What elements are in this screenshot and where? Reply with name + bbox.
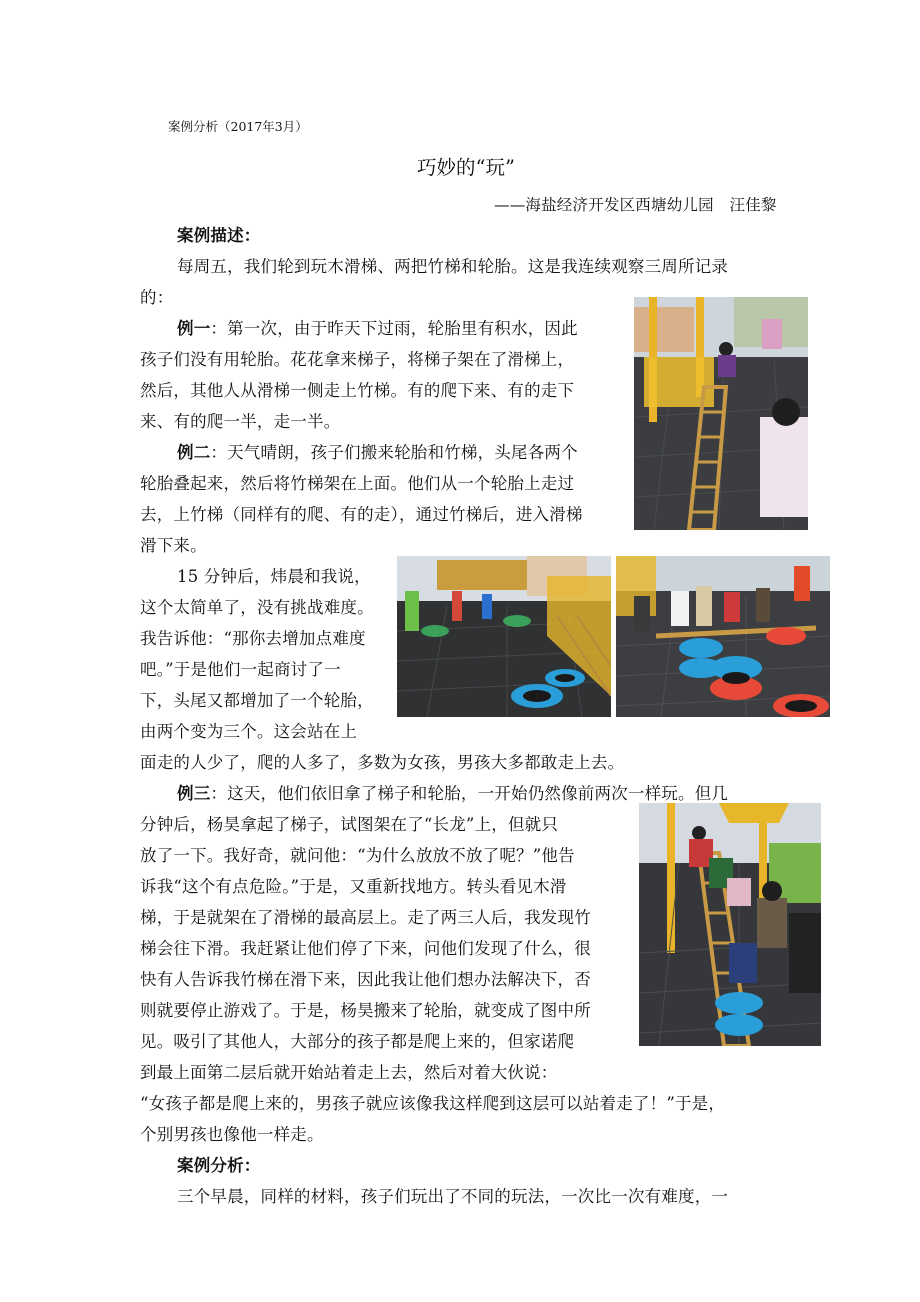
paragraph-text: ：第一次，由于昨天下过雨，轮胎里有积水，因此 [210, 319, 578, 338]
photo-ladder-slide-tires [639, 803, 821, 1046]
section-heading-analysis: 案例分析： [177, 1156, 261, 1175]
paragraph-line: 去，上竹梯（同样有的爬、有的走），通过竹梯后，进入滑梯 [140, 505, 583, 524]
paragraph-line: 梯会往下滑。我赶紧让他们停了下来，问他们发现了什么，很 [140, 939, 591, 958]
paragraph-line: 轮胎叠起来，然后将竹梯架在上面。他们从一个轮胎上走过 [140, 474, 575, 493]
photo-tires-ladder-left [397, 556, 611, 717]
paragraph-line: 面走的人少了，爬的人多了，多数为女孩，男孩大多都敢走上去。 [140, 753, 625, 772]
paragraph-text: ：这天，他们依旧拿了梯子和轮胎，一开始仍然像前两次一样玩。但几 [210, 784, 729, 803]
example-label: 例三 [177, 784, 211, 803]
example-label: 例一 [177, 319, 211, 338]
paragraph-line: 则就要停止游戏了。于是，杨昊搬来了轮胎，就变成了图中所 [140, 1001, 591, 1020]
paragraph-line: 滑下来。 [140, 536, 207, 555]
paragraph-line: 诉我“这个有点危险。”于是，又重新找地方。转头看见木滑 [140, 877, 567, 896]
paragraph-line [177, 313, 578, 344]
paragraph-line: 个别男孩也像他一样走。 [140, 1125, 324, 1144]
paragraph-line: 梯，于是就架在了滑梯的最高层上。走了两三人后，我发现竹 [140, 908, 591, 927]
paragraph-line: 下，头尾又都增加了一个轮胎， [140, 691, 374, 710]
paragraph-line: 孩子们没有用轮胎。花花拿来梯子，将梯子架在了滑梯上， [140, 350, 575, 369]
paragraph-line: 这个太简单了，没有挑战难度。 [140, 598, 374, 617]
paragraph-line: 见。吸引了其他人，大部分的孩子都是爬上来的，但家诺爬 [140, 1032, 575, 1051]
paragraph-line: 每周五，我们轮到玩木滑梯、两把竹梯和轮胎。这是我连续观察三周所记录 [177, 257, 729, 276]
paragraph-line: 15 分钟后，炜晨和我说， [177, 567, 371, 586]
paragraph-line: 放了一下。我好奇，就问他：“为什么放放不放了呢？”他告 [140, 846, 575, 865]
section-heading-description: 案例描述： [177, 226, 261, 245]
paragraph-line: 由两个变为三个。这会站在上 [140, 722, 358, 741]
paragraph-line: 来、有的爬一半，走一半。 [140, 412, 341, 431]
paragraph-line: 吧。”于是他们一起商讨了一 [140, 660, 341, 679]
paragraph-line: 的： [140, 288, 174, 307]
byline: ——海盐经济开发区西塘幼儿园 汪佳黎 [494, 196, 777, 214]
example-label: 例二 [177, 443, 211, 462]
paragraph-text: ：天气晴朗，孩子们搬来轮胎和竹梯，头尾各两个 [210, 443, 578, 462]
paragraph-line: 分钟后，杨昊拿起了梯子，试图架在了“长龙”上，但就只 [140, 815, 559, 834]
paragraph-line: 我告诉他：“那你去增加点难度 [140, 629, 366, 648]
paragraph-line: 到最上面第二层后就开始站着走上去，然后对着大伙说： [140, 1063, 558, 1082]
paragraph-line [177, 437, 578, 468]
paragraph-line: “女孩子都是爬上来的，男孩子就应该像我这样爬到这层可以站着走了！”于是， [140, 1094, 726, 1113]
photo-tires-ladder-right [616, 556, 830, 717]
photo-ladder-on-slide [634, 297, 808, 530]
header-note: 案例分析（2017年3月） [168, 119, 308, 134]
page-title: 巧妙的“玩” [417, 156, 515, 179]
paragraph-line: 然后，其他人从滑梯一侧走上竹梯。有的爬下来、有的走下 [140, 381, 575, 400]
paragraph-line: 三个早晨，同样的材料，孩子们玩出了不同的玩法，一次比一次有难度，一 [177, 1187, 729, 1206]
paragraph-line: 快有人告诉我竹梯在滑下来，因此我让他们想办法解决下，否 [140, 970, 591, 989]
